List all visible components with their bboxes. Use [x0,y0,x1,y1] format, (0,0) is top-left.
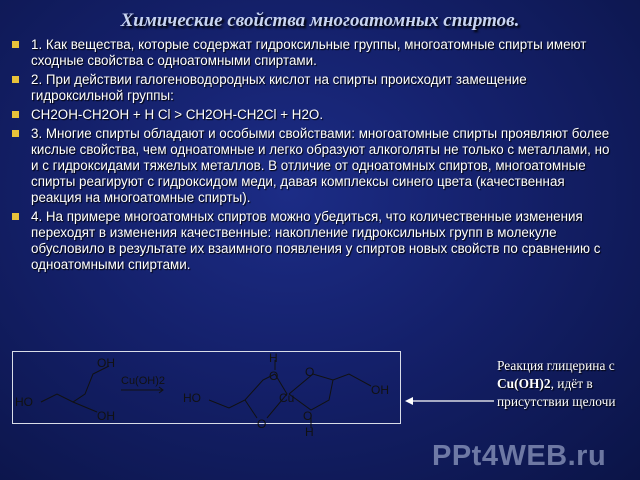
label-h-top: H [269,351,278,365]
bullet-marker-icon [12,41,19,48]
caption-formula: Cu(OH)2 [497,376,551,391]
product-left-ring [245,400,257,418]
bullet-text: 2. При действии галогеноводородных кислот на спирты происходит замещение гидроксильной группы: [31,72,527,103]
pointer-arrow-icon [404,394,496,408]
slide-title: Химические свойства многоатомных спиртов. [120,10,520,31]
bullet-item [12,72,612,104]
label-oh-top: OH [97,356,115,370]
bullet-marker-icon [12,76,19,83]
label-ho-product: HO [183,391,201,405]
reaction-svg [13,351,400,439]
bullet-item [12,107,612,123]
label-ho-left: HO [15,395,33,409]
glycerol-oh-bond [73,402,97,412]
product-left-chain [209,374,275,408]
bullet-text: 1. Как вещества, которые содержат гидроксильные группы, многоатомные спирты имеют сходные свойства с одноатомными спиртами. [31,37,587,68]
bullet-text: 4. На примере многоатомных спиртов можно убедиться, что количественные изменения переходят в изменения качественные: накопление гидроксильных групп в молекуле обусловило в результате их взаимного появления у спиртов новых свойств по сравнению с одноатомными спиртами. [31,209,601,272]
bullet-list [12,37,612,276]
product-right-ring [289,380,333,410]
bullet-item [12,37,612,69]
label-h-bottom: H [305,425,314,439]
label-o3: O [257,417,267,431]
label-oh-right: OH [371,383,389,397]
bullet-item [12,209,612,273]
bullet-marker-icon [12,213,19,220]
label-o1: O [269,369,279,383]
bullet-item [12,126,612,206]
reaction-diagram [12,351,401,439]
bullet-marker-icon [12,130,19,137]
bullet-marker-icon [12,111,19,118]
bullet-text: 3. Многие спирты обладают и особыми свойствами: многоатомные спирты проявляют более кислые свойства, чем одноатомные и легко образуют алкоголяты не только с металлами, но и с гидроксидами тяжелых металлов. В отличие от одноатомных спиртов, многоатомные спирты реагируют с гидроксидом меди, давая комплексы синего цвета (качественная реакция на многоатомные спирты). [31,126,610,205]
bullet-text: СН2ОН-СН2ОН + Н Cl > СН2ОН-СН2Cl + Н2О. [31,107,324,122]
reaction-caption [497,357,617,411]
product-right-chain [289,374,371,394]
label-o4: O [303,409,313,423]
watermark: PPt4WEB.ru [432,440,607,472]
reaction-arrow-icon [121,387,163,393]
label-oh-bottom: OH [97,409,115,423]
label-cu: Cu [279,391,295,405]
caption-pre: Реакция глицерина с [497,358,615,373]
label-o2: O [305,365,315,379]
caption-post: , идёт в присутствии щелочи [497,376,616,409]
label-reagent: Cu(OH)2 [121,375,166,387]
glycerol-chain [41,366,109,402]
